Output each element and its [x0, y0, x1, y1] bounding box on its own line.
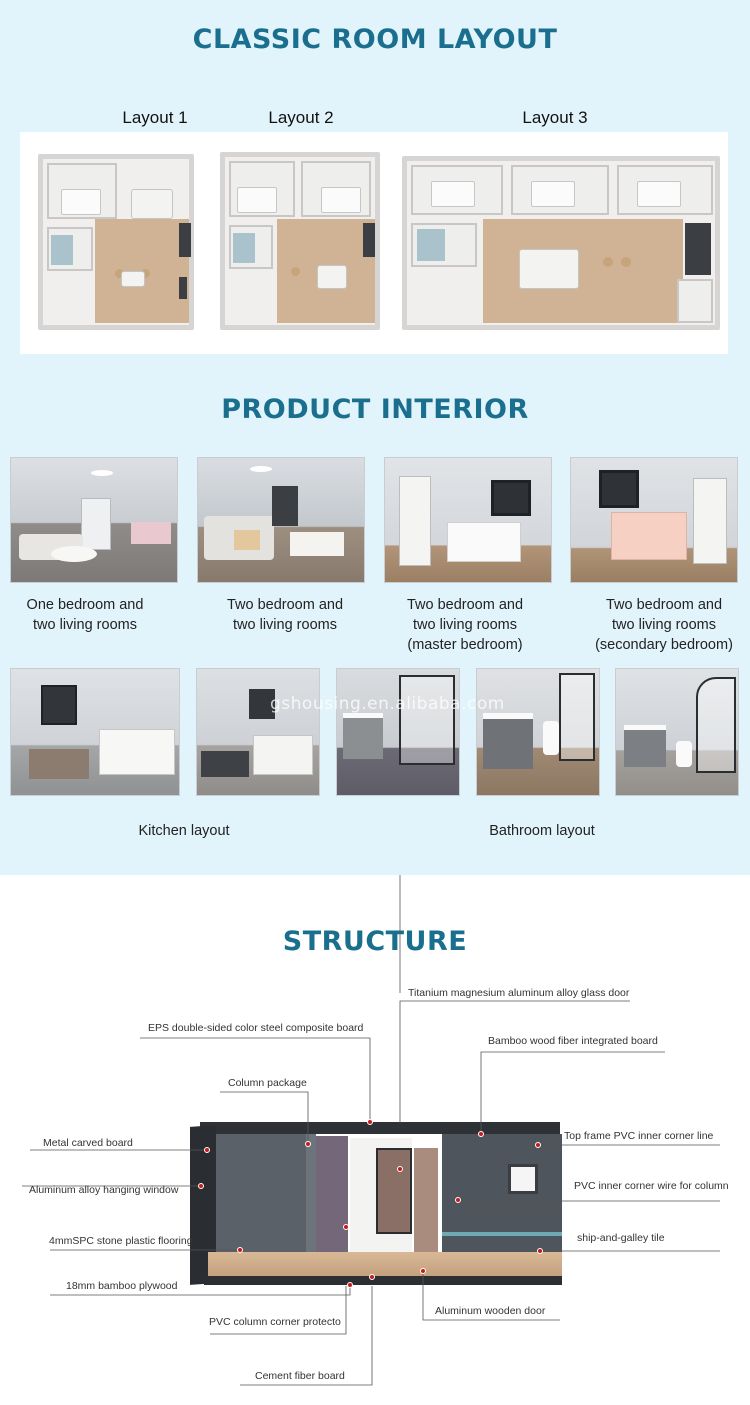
layout-label-3: Layout 3 — [522, 108, 588, 127]
marker-pvc-protector — [343, 1224, 349, 1230]
watermark-text: gshousing.en.alibaba.com — [270, 694, 505, 714]
callout-galley-tile: ship-and-galley tile — [577, 1232, 665, 1244]
photo-one-bedroom-living — [10, 457, 178, 583]
callout-metal-board: Metal carved board — [43, 1137, 133, 1149]
callout-column-package: Column package — [228, 1077, 307, 1089]
marker-column-package — [305, 1141, 311, 1147]
marker-top-frame — [535, 1142, 541, 1148]
marker-glass-door — [397, 1166, 403, 1172]
callout-eps-board: EPS double-sided color steel composite board — [148, 1022, 364, 1034]
caption-two-bedroom: Two bedroom and two living rooms — [226, 597, 344, 633]
caption-secondary-bedroom: Two bedroom and two living rooms (secondary bedroom) — [595, 597, 733, 653]
callout-spc-flooring: 4mmSPC stone plastic flooring — [49, 1235, 193, 1247]
marker-eps-board — [367, 1119, 373, 1125]
floor-plan-1 — [38, 154, 194, 330]
caption-master-bedroom: Two bedroom and two living rooms (master bedroom) — [406, 597, 524, 653]
floor-plan-panel — [20, 132, 728, 354]
marker-spc-flooring — [237, 1247, 243, 1253]
callout-cement-board: Cement fiber board — [255, 1370, 345, 1382]
photo-secondary-bedroom — [570, 457, 738, 583]
callout-pvc-corner-wire: PVC inner corner wire for column — [574, 1180, 729, 1192]
photo-kitchen-2 — [196, 668, 320, 796]
marker-plywood — [347, 1282, 353, 1288]
callout-bamboo-board: Bamboo wood fiber integrated board — [488, 1035, 658, 1047]
callout-glass-door: Titanium magnesium aluminum alloy glass door — [408, 987, 630, 999]
section-title-layout: CLASSIC ROOM LAYOUT — [192, 24, 558, 55]
photo-master-bedroom — [384, 457, 552, 583]
floor-plan-3 — [402, 156, 720, 330]
photo-bathroom-1 — [336, 668, 460, 796]
caption-bathroom: Bathroom layout — [489, 823, 595, 839]
callout-wooden-door: Aluminum wooden door — [435, 1305, 546, 1317]
layout-label-1: Layout 1 — [122, 108, 188, 127]
marker-galley-tile — [537, 1248, 543, 1254]
floor-plan-2 — [220, 152, 380, 330]
marker-wooden-door — [420, 1268, 426, 1274]
caption-kitchen: Kitchen layout — [138, 823, 230, 839]
caption-one-bedroom: One bedroom and two living rooms — [26, 597, 144, 633]
callout-top-frame: Top frame PVC inner corner line — [564, 1130, 714, 1142]
layout-label-2: Layout 2 — [268, 108, 334, 127]
photo-bathroom-2 — [476, 668, 600, 796]
section-title-interior: PRODUCT INTERIOR — [221, 394, 529, 425]
callout-pvc-protector: PVC column corner protecto — [209, 1316, 341, 1328]
photo-bathroom-3 — [615, 668, 739, 796]
marker-metal-board — [204, 1147, 210, 1153]
callout-window: Aluminum alloy hanging window — [29, 1184, 179, 1196]
marker-pvc-corner-wire — [455, 1197, 461, 1203]
marker-bamboo-board — [478, 1131, 484, 1137]
photo-kitchen-1 — [10, 668, 180, 796]
marker-window — [198, 1183, 204, 1189]
photo-two-bedroom-living — [197, 457, 365, 583]
section-title-structure: STRUCTURE — [282, 926, 468, 957]
callout-plywood: 18mm bamboo plywood — [66, 1280, 178, 1292]
marker-cement-board — [369, 1274, 375, 1280]
